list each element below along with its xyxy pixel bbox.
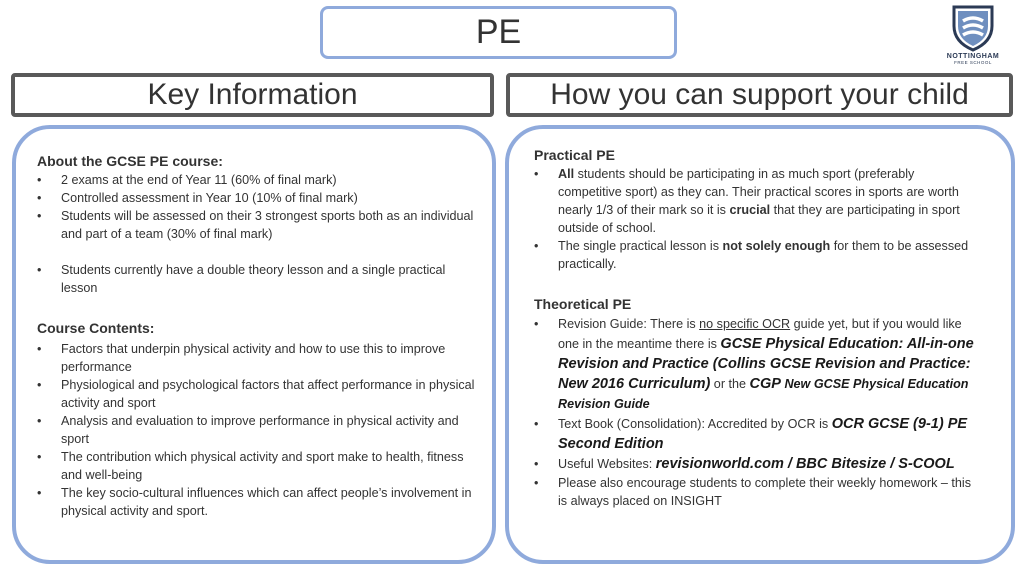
practical-heading: Practical PE	[534, 147, 615, 163]
key-information-title: Key Information	[147, 78, 358, 111]
practical-list	[534, 165, 974, 273]
list-item: • Controlled assessment in Year 10 (10% of final mark)	[37, 189, 477, 207]
contents-list	[37, 340, 477, 520]
support-content	[534, 146, 974, 510]
key-information-content	[37, 152, 477, 520]
list-item: • 2 exams at the end of Year 11 (60% of final mark)	[37, 171, 477, 189]
page-title: PE	[475, 13, 522, 51]
list-item: • All students should be participating in as much sport (preferably competitive sport) as they can. Their practical scores in sports are worth nearly 1/3 of their mark so it is crucial that they are participating in sport outside of school.	[534, 165, 974, 237]
lesson-list	[37, 261, 477, 297]
list-item: • Revision Guide: There is no specific OCR guide yet, but if you would like one in the meantime there is GCSE Physical Education: All-in-one Revision and Practice (Collins GCSE Revision and Practice: New 2016 Curriculum) or the CGP New GCSE Physical Education Revision Guide	[534, 314, 974, 414]
list-item: • Factors that underpin physical activity and how to use this to improve performance	[37, 340, 477, 376]
support-header	[506, 73, 1013, 117]
support-title: How you can support your child	[550, 78, 969, 111]
list-item: • The key socio-cultural influences which can affect people’s involvement in physical activity and sport.	[37, 484, 477, 520]
logo-sub: FREE SCHOOL	[954, 60, 992, 65]
list-item: • Students currently have a double theory lesson and a single practical lesson	[37, 261, 477, 297]
list-item: • Useful Websites: revisionworld.com / BBC Bitesize / S-COOL	[534, 454, 974, 474]
list-item: • Physiological and psychological factors that affect performance in physical activity and sport	[37, 376, 477, 412]
theory-list	[534, 314, 974, 510]
school-logo	[940, 4, 1006, 70]
list-item: • The contribution which physical activity and sport make to health, fitness and well-being	[37, 448, 477, 484]
list-item: • Analysis and evaluation to improve performance in physical activity and sport	[37, 412, 477, 448]
list-item: • Students will be assessed on their 3 strongest sports both as an individual and part of a team (30% of final mark)	[37, 207, 477, 243]
title-box	[320, 6, 677, 59]
shield-icon	[950, 4, 996, 52]
list-item: • Please also encourage students to complete their weekly homework – this is always placed on INSIGHT	[534, 474, 974, 510]
list-item: • The single practical lesson is not solely enough for them to be assessed practically.	[534, 237, 974, 273]
key-information-header	[11, 73, 494, 117]
theory-heading: Theoretical PE	[534, 296, 632, 312]
list-item: • Text Book (Consolidation): Accredited by OCR is OCR GCSE (9-1) PE Second Edition	[534, 414, 974, 454]
about-list	[37, 171, 477, 243]
about-heading: About the GCSE PE course:	[37, 153, 223, 169]
contents-heading: Course Contents:	[37, 320, 155, 336]
logo-name: NOTTINGHAM	[946, 53, 1000, 60]
